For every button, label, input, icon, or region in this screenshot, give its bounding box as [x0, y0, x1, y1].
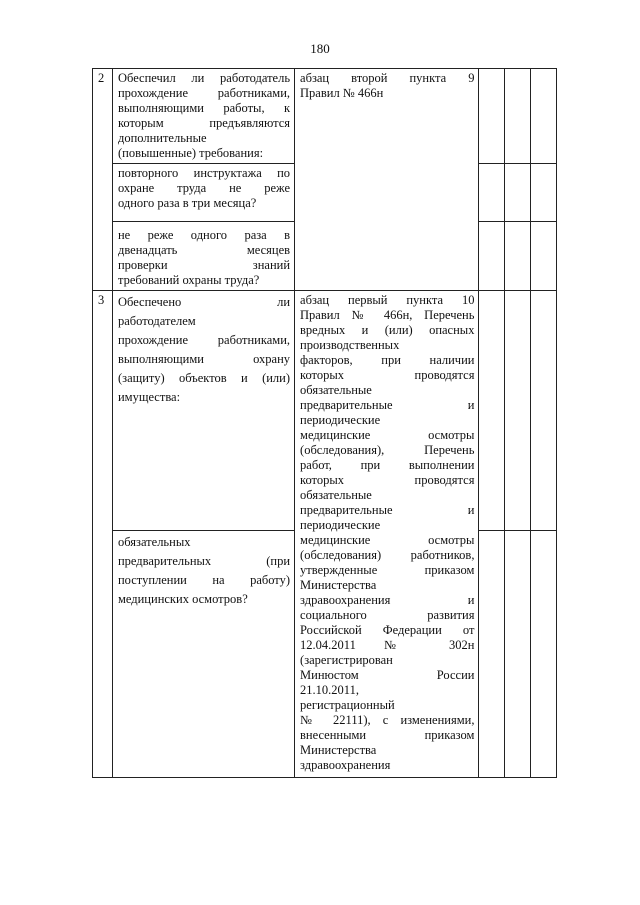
row-number: 2	[93, 69, 113, 291]
sub-question-line: проверки знаний	[117, 258, 291, 272]
sub-question-cell	[112, 531, 294, 778]
question-line: прохождение работниками,	[117, 333, 291, 347]
reference-line: здравоохранения	[300, 758, 391, 772]
check-cell[interactable]	[479, 69, 505, 164]
reference-line: абзац первый пункта 10	[300, 293, 475, 307]
check-cell[interactable]	[505, 531, 531, 778]
table-row	[93, 291, 557, 531]
reference-line: обязательные	[300, 383, 372, 397]
sub-question-line: одного раза в три месяца?	[117, 196, 257, 210]
reference-line: обязательные	[300, 488, 372, 502]
check-cell[interactable]	[531, 164, 557, 222]
reference-line: утвержденные приказом	[300, 563, 475, 577]
check-cell[interactable]	[505, 164, 531, 222]
reference-line: (обследования) работников,	[300, 548, 475, 562]
reference-line: Российской Федерации от	[300, 623, 475, 637]
reference-line: (обследования), Перечень	[300, 443, 475, 457]
reference-line: Правил № 466н	[300, 86, 384, 100]
question-cell	[112, 291, 294, 531]
checklist-table	[92, 68, 557, 778]
sub-question-cell	[112, 222, 294, 291]
check-cell[interactable]	[479, 531, 505, 778]
question-line: Обеспечено ли	[117, 295, 291, 309]
question-line: выполняющими охрану	[117, 352, 291, 366]
reference-line: периодические	[300, 518, 381, 532]
reference-cell	[295, 69, 479, 291]
reference-line: которых проводятся	[300, 473, 475, 487]
reference-line: которых проводятся	[300, 368, 475, 382]
check-cell[interactable]	[531, 291, 557, 531]
sub-question-line: охране труда не реже	[117, 181, 291, 195]
reference-line: (зарегистрирован	[300, 653, 393, 667]
sub-question-line: не реже одного раза в	[117, 228, 291, 242]
reference-line: медицинские осмотры	[300, 533, 475, 547]
sub-question-line: обязательных	[117, 535, 191, 549]
row-number: 3	[93, 291, 113, 778]
question-line: имущества:	[117, 390, 181, 404]
reference-cell	[295, 291, 479, 778]
reference-line: абзац второй пункта 9	[300, 71, 475, 85]
reference-line: производственных	[300, 338, 400, 352]
check-cell[interactable]	[505, 291, 531, 531]
table-row	[93, 69, 557, 164]
reference-line: социального развития	[300, 608, 475, 622]
question-line: дополнительные	[117, 131, 207, 145]
check-cell[interactable]	[479, 222, 505, 291]
question-line: выполняющими работы, к	[117, 101, 291, 115]
reference-line: Министерства	[300, 578, 377, 592]
question-line: которым предъявляются	[117, 116, 291, 130]
reference-line: работ, при выполнении	[300, 458, 475, 472]
reference-line: факторов, при наличии	[300, 353, 475, 367]
reference-line: периодические	[300, 413, 381, 427]
reference-line: предварительные и	[300, 398, 475, 412]
check-cell[interactable]	[531, 531, 557, 778]
question-line: (защиту) объектов и (или)	[117, 371, 291, 385]
reference-line: № 22111), с изменениями,	[300, 713, 475, 727]
sub-question-line: предварительных (при	[117, 554, 291, 568]
reference-line: Правил № 466н, Перечень	[300, 308, 475, 322]
sub-question-cell	[112, 164, 294, 222]
reference-line: Министерства	[300, 743, 377, 757]
reference-line: предварительные и	[300, 503, 475, 517]
page-number: 180	[310, 41, 330, 56]
check-cell[interactable]	[479, 164, 505, 222]
question-line: работодателем	[117, 314, 196, 328]
sub-question-line: двенадцать месяцев	[117, 243, 291, 257]
reference-line: медицинские осмотры	[300, 428, 475, 442]
check-cell[interactable]	[479, 291, 505, 531]
question-line: прохождение работниками,	[117, 86, 291, 100]
check-cell[interactable]	[505, 222, 531, 291]
check-cell[interactable]	[531, 69, 557, 164]
sub-question-line: поступлении на работу)	[117, 573, 291, 587]
reference-line: Минюстом России	[300, 668, 475, 682]
sub-question-line: повторного инструктажа по	[117, 166, 291, 180]
check-cell[interactable]	[531, 222, 557, 291]
question-cell	[112, 69, 294, 164]
reference-line: 21.10.2011,	[300, 683, 359, 697]
question-line: Обеспечил ли работодатель	[117, 71, 291, 85]
sub-question-line: требований охраны труда?	[117, 273, 260, 287]
question-line: (повышенные) требования:	[117, 146, 264, 160]
reference-line: 12.04.2011 № 302н	[300, 638, 475, 652]
reference-line: здравоохранения и	[300, 593, 475, 607]
reference-line: вредных и (или) опасных	[300, 323, 475, 337]
reference-line: регистрационный	[300, 698, 395, 712]
sub-question-line: медицинских осмотров?	[117, 592, 248, 606]
check-cell[interactable]	[505, 69, 531, 164]
reference-line: внесенными приказом	[300, 728, 475, 742]
